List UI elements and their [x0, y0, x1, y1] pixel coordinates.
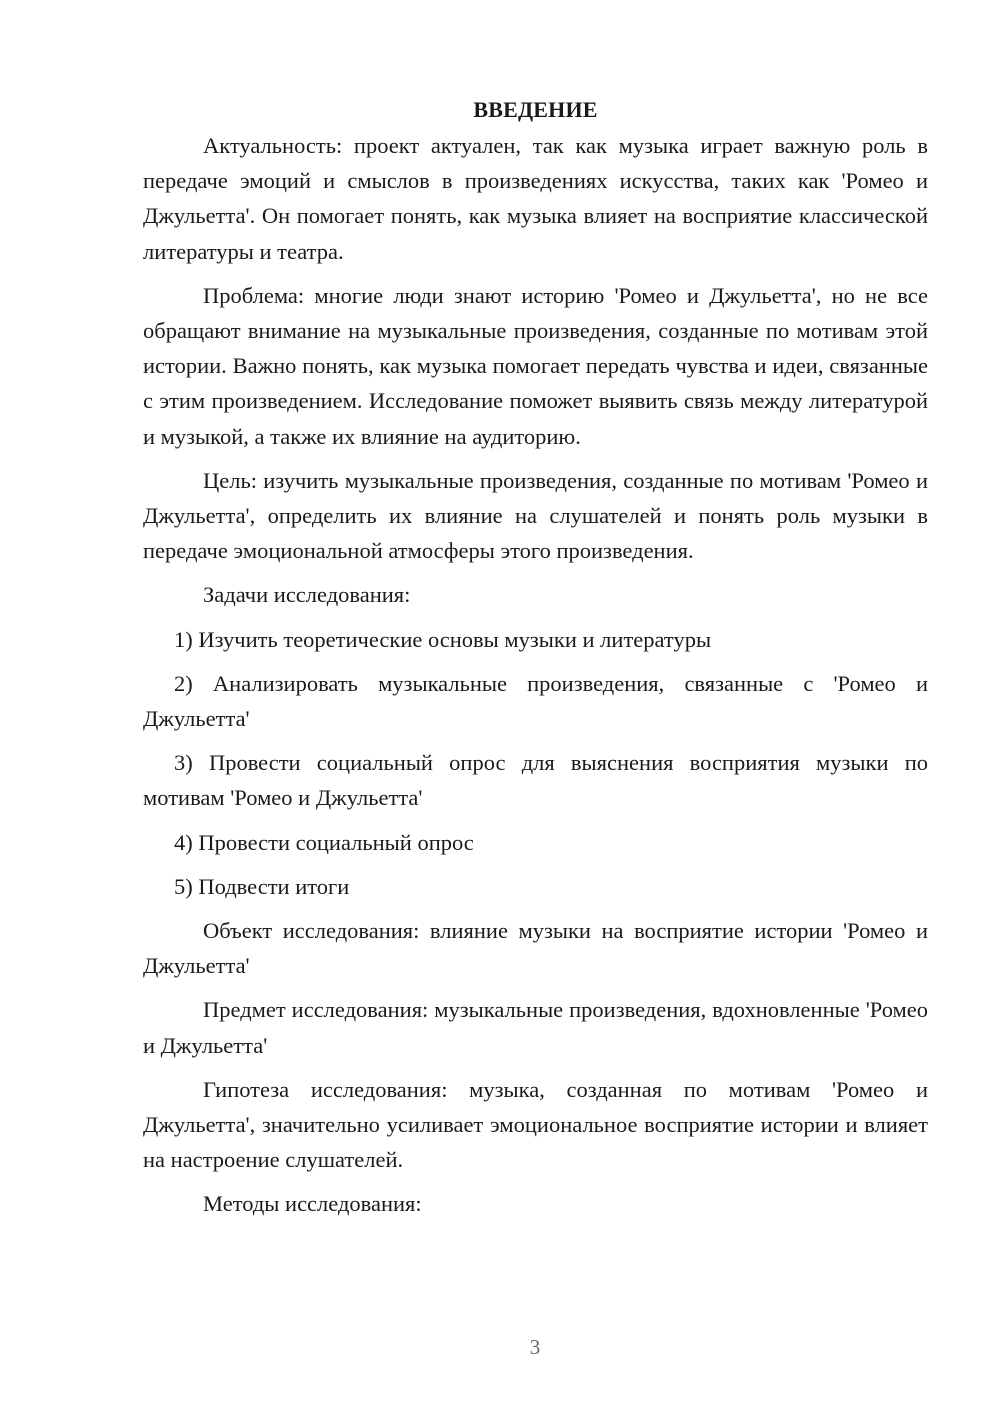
page-number: 3	[529, 1335, 541, 1359]
tasks-heading: Задачи исследования:	[203, 582, 411, 608]
document-page	[143, 94, 928, 1222]
task-item-3: 3) Провести социальный опрос для выяснения восприятия музыки по мотивам 'Ромео и Джульетта'	[143, 750, 928, 811]
paragraph-subject: Предмет исследования: музыкальные произведения, вдохновленные 'Ромео и Джульетта'	[143, 997, 928, 1058]
task-item-4: 4) Провести социальный опрос	[174, 829, 474, 855]
task-item-2: 2) Анализировать музыкальные произведения, связанные с 'Ромео и Джульетта'	[143, 670, 928, 732]
task-item-5: 5) Подвести итоги	[174, 873, 350, 899]
paragraph-goal: Цель: изучить музыкальные произведения, созданные по мотивам 'Ромео и Джульетта', определить их влияние на слушателей и понять роль музыки в передаче эмоциональной атмосферы этого произведения.	[143, 467, 928, 564]
paragraph-problem: Проблема: многие люди знают историю 'Ромео и Джульетта', но не все обращают внимание на музыкальные произведения, созданные по мотивам этой истории. Важно понять, как музыка помогает передать чувства и идеи, связанные с этим произведением. Исследование поможет выявить связь между литературой и музыкой, а также их влияние на аудиторию.	[143, 282, 928, 449]
task-item-1: 1) Изучить теоретические основы музыки и литературы	[174, 626, 712, 652]
methods-heading: Методы исследования:	[203, 1191, 422, 1217]
paragraph-hypothesis: Гипотеза исследования: музыка, созданная по мотивам 'Ромео и Джульетта', значительно усиливает эмоциональное восприятие истории и влияет на настроение слушателей.	[143, 1076, 928, 1173]
paragraph-object: Объект исследования: влияние музыки на восприятие истории 'Ромео и Джульетта'	[143, 918, 928, 979]
paragraph-relevance: Актуальность: проект актуален, так как музыка играет важную роль в передаче эмоций и смыслов в произведениях искусства, таких как 'Ромео и Джульетта'. Он помогает понять, как музыка влияет на восприятие классической литературы и театра.	[143, 133, 928, 264]
section-title: ВВЕДЕНИЕ	[473, 97, 598, 122]
